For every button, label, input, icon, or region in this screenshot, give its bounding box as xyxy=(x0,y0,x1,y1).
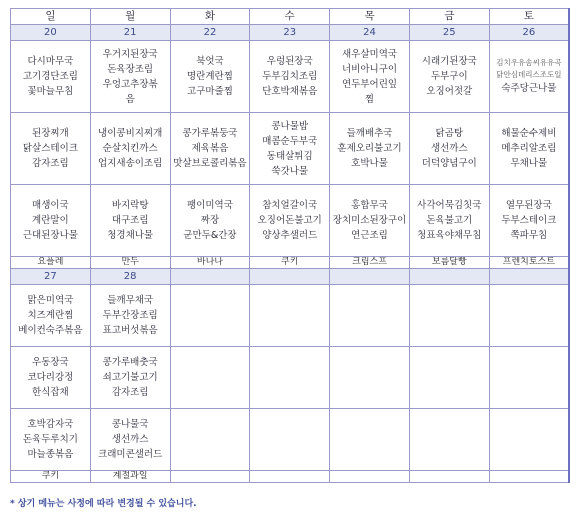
snack-cell: 프렌치토스트 xyxy=(489,257,569,269)
snack-cell: 계절과일 xyxy=(90,471,170,483)
menu-item: 닭안심데리스조도일 xyxy=(496,70,562,79)
menu-cell xyxy=(250,285,330,347)
menu-item: 코다리강정 xyxy=(27,372,74,383)
menu-calendar xyxy=(10,8,570,483)
menu-cell xyxy=(170,113,250,185)
menu-cell xyxy=(489,347,569,409)
date-cell xyxy=(250,269,330,285)
menu-item: 새우살미역국 xyxy=(341,48,398,60)
snack-cell xyxy=(489,471,569,483)
menu-item: 짜장 xyxy=(200,215,220,226)
menu-item: 두부구이 xyxy=(430,71,468,82)
menu-item: 콩가루볶둥국 xyxy=(182,128,238,139)
menu-item: 김치우유솜씨유유곡 xyxy=(496,58,562,67)
menu-cell xyxy=(409,113,489,185)
menu-item: 무채나물 xyxy=(510,158,548,169)
menu-item: 음 xyxy=(125,93,135,105)
menu-cell xyxy=(250,409,330,471)
menu-item: 숙주당근나물 xyxy=(501,83,557,94)
snack-cell: 요플레 xyxy=(11,257,91,269)
menu-item: 청표육야채무침 xyxy=(417,230,482,241)
weekday-header: 목 xyxy=(330,9,410,25)
menu-item: 찜 xyxy=(364,93,375,105)
menu-item: 우렁된장국 xyxy=(266,56,313,67)
weekday-header: 월 xyxy=(90,9,170,25)
menu-item: 바지락탕 xyxy=(111,200,149,211)
menu-item: 마늘종볶음 xyxy=(27,449,74,460)
menu-item: 들깨무채국 xyxy=(107,295,154,306)
menu-item: 고기경단조림 xyxy=(22,71,78,82)
menu-item: 해물순수제비 xyxy=(501,128,557,139)
meal-row xyxy=(11,185,570,257)
menu-cell xyxy=(90,113,170,185)
menu-cell xyxy=(250,41,330,113)
menu-item: 연근조림 xyxy=(351,230,388,241)
date-row xyxy=(11,269,570,285)
menu-item: 군만두&간장 xyxy=(183,230,237,241)
menu-item: 꽃마늘무침 xyxy=(27,86,74,97)
menu-cell xyxy=(11,41,91,113)
menu-cell xyxy=(330,409,410,471)
menu-item: 우거지된장국 xyxy=(102,48,158,60)
date-cell: 26 xyxy=(489,25,569,41)
menu-cell xyxy=(409,409,489,471)
menu-item: 표고버섯볶음 xyxy=(102,325,158,336)
menu-cell xyxy=(90,409,170,471)
weekday-header: 금 xyxy=(409,9,489,25)
weekday-header: 화 xyxy=(170,9,250,25)
menu-item: 들깨배추국 xyxy=(346,128,393,139)
snack-cell: 쿠키 xyxy=(11,471,91,483)
menu-item: 참치얼갈이국 xyxy=(262,200,318,211)
menu-cell xyxy=(330,113,410,185)
menu-item: 오징어돈불고기 xyxy=(257,215,322,226)
menu-item: 연두부어린잎 xyxy=(341,78,398,90)
menu-item: 쇠고기불고기 xyxy=(102,372,158,383)
menu-item: 제육볶음 xyxy=(191,143,229,154)
menu-item: 맛살브로콜리볶음 xyxy=(173,158,247,169)
menu-cell xyxy=(409,347,489,409)
weekday-header: 일 xyxy=(11,9,91,25)
menu-item: 계란말이 xyxy=(32,215,69,226)
menu-item: 호박감자국 xyxy=(27,419,74,430)
menu-item: 냉이콩비지찌개 xyxy=(98,128,163,139)
menu-cell xyxy=(11,113,91,185)
snack-cell: 크림스프 xyxy=(330,257,410,269)
snack-cell xyxy=(409,471,489,483)
menu-item: 콩나물국 xyxy=(111,419,149,430)
menu-cell xyxy=(489,285,569,347)
date-cell xyxy=(170,269,250,285)
meal-row xyxy=(11,285,570,347)
menu-item: 청경채나물 xyxy=(107,230,154,241)
menu-cell xyxy=(489,409,569,471)
menu-cell xyxy=(170,185,250,257)
menu-cell xyxy=(330,285,410,347)
menu-item: 너비아니구이 xyxy=(341,63,398,75)
snack-cell: 만두 xyxy=(90,257,170,269)
menu-item: 근대된장나물 xyxy=(22,230,78,241)
menu-item: 시래기된장국 xyxy=(421,56,477,67)
menu-item: 명란계란찜 xyxy=(187,71,233,82)
menu-item: 다시마무국 xyxy=(27,56,74,67)
menu-item: 콩나물밥 xyxy=(271,120,309,132)
menu-item: 두부스테이크 xyxy=(501,215,557,226)
menu-cell xyxy=(170,409,250,471)
menu-item: 팽이미역국 xyxy=(187,200,233,211)
menu-item: 감자조림 xyxy=(32,158,69,169)
meal-row xyxy=(11,409,570,471)
menu-item: 호박나물 xyxy=(351,158,388,169)
date-cell: 20 xyxy=(11,25,91,41)
menu-cell xyxy=(170,41,250,113)
menu-cell xyxy=(250,185,330,257)
menu-item: 치즈계란찜 xyxy=(27,310,74,321)
meal-row xyxy=(11,41,570,113)
menu-item: 오징어젓갈 xyxy=(426,86,473,97)
menu-cell xyxy=(330,347,410,409)
menu-item: 돈육두루치기 xyxy=(22,434,78,445)
menu-cell xyxy=(330,41,410,113)
date-cell: 27 xyxy=(11,269,91,285)
menu-item: 메추리알조림 xyxy=(501,143,557,154)
snack-cell: 보름달빵 xyxy=(409,257,489,269)
menu-item: 된장찌개 xyxy=(32,128,69,139)
weekday-header: 토 xyxy=(489,9,569,25)
date-cell: 22 xyxy=(170,25,250,41)
snack-cell: 바나나 xyxy=(170,257,250,269)
menu-item: 양상추샐러드 xyxy=(262,230,318,241)
date-cell xyxy=(409,269,489,285)
menu-item: 우엉고추장볶 xyxy=(102,78,158,90)
menu-item: 순살치킨까스 xyxy=(102,143,158,154)
menu-item: 업지새송이조림 xyxy=(98,158,163,169)
weekday-header-row xyxy=(11,9,570,25)
meal-row xyxy=(11,347,570,409)
menu-cell xyxy=(90,185,170,257)
menu-item: 감자조림 xyxy=(111,387,149,398)
menu-item: 북엇국 xyxy=(196,56,224,67)
menu-cell xyxy=(489,113,569,185)
menu-cell xyxy=(250,347,330,409)
menu-item: 한식잡채 xyxy=(32,387,69,398)
weekday-header: 수 xyxy=(250,9,330,25)
date-row xyxy=(11,25,570,41)
date-cell: 25 xyxy=(409,25,489,41)
meal-row xyxy=(11,113,570,185)
menu-cell xyxy=(90,41,170,113)
menu-item: 매콤순두부국 xyxy=(262,135,318,147)
menu-item: 닭살스테이크 xyxy=(22,143,78,154)
menu-cell xyxy=(250,113,330,185)
menu-cell xyxy=(170,347,250,409)
menu-item: 생선까스 xyxy=(111,434,149,445)
menu-cell xyxy=(170,285,250,347)
date-cell: 28 xyxy=(90,269,170,285)
menu-item: 돈육불고기 xyxy=(426,215,473,226)
menu-item: 생선까스 xyxy=(430,143,468,154)
menu-cell xyxy=(489,185,569,257)
menu-cell xyxy=(90,285,170,347)
menu-item: 맑은미역국 xyxy=(27,295,74,306)
date-cell: 21 xyxy=(90,25,170,41)
menu-item: 두부김치조림 xyxy=(262,71,318,82)
menu-item: 돈육장조림 xyxy=(107,63,154,75)
menu-item: 콩가루배춧국 xyxy=(102,357,158,368)
menu-item: 단호박채볶음 xyxy=(262,86,318,97)
snack-cell: 쿠키 xyxy=(250,257,330,269)
snack-cell xyxy=(250,471,330,483)
menu-item: 크래미콘샐러드 xyxy=(98,449,163,460)
menu-cell xyxy=(11,185,91,257)
menu-cell xyxy=(489,41,569,113)
menu-item: 사각어묵김칫국 xyxy=(417,200,482,211)
menu-cell xyxy=(330,185,410,257)
menu-item: 두부간장조림 xyxy=(102,310,158,321)
menu-cell xyxy=(409,41,489,113)
menu-item: 매생이국 xyxy=(32,200,69,211)
menu-item: 장치미소된장구이 xyxy=(332,215,407,226)
menu-cell xyxy=(11,285,91,347)
menu-item: 동태살튀김 xyxy=(266,150,313,162)
menu-item: 우동장국 xyxy=(32,357,69,368)
snack-row xyxy=(11,257,570,269)
menu-cell xyxy=(409,185,489,257)
menu-item: 닭곰탕 xyxy=(435,128,464,139)
menu-item: 훈제오리불고기 xyxy=(337,143,402,154)
menu-item: 홍합무국 xyxy=(351,200,388,211)
menu-cell xyxy=(11,347,91,409)
menu-change-notice: * 상기 메뉴는 사정에 따라 변경될 수 있습니다. xyxy=(10,499,197,509)
snack-row xyxy=(11,471,570,483)
snack-cell xyxy=(170,471,250,483)
date-cell xyxy=(489,269,569,285)
snack-cell xyxy=(330,471,410,483)
menu-item: 더덕양념구이 xyxy=(421,158,477,169)
date-cell: 23 xyxy=(250,25,330,41)
menu-item: 쪽파무침 xyxy=(510,230,548,241)
menu-cell xyxy=(11,409,91,471)
date-cell: 24 xyxy=(330,25,410,41)
menu-item: 열무된장국 xyxy=(505,200,552,211)
menu-table xyxy=(10,8,570,483)
menu-item: 고구마줄찜 xyxy=(187,86,233,97)
menu-cell xyxy=(409,285,489,347)
menu-item: 쑥갓나물 xyxy=(271,165,309,177)
menu-item: 베이컨숙주볶음 xyxy=(18,325,83,336)
date-cell xyxy=(330,269,410,285)
menu-cell xyxy=(90,347,170,409)
menu-item: 대구조림 xyxy=(111,215,149,226)
